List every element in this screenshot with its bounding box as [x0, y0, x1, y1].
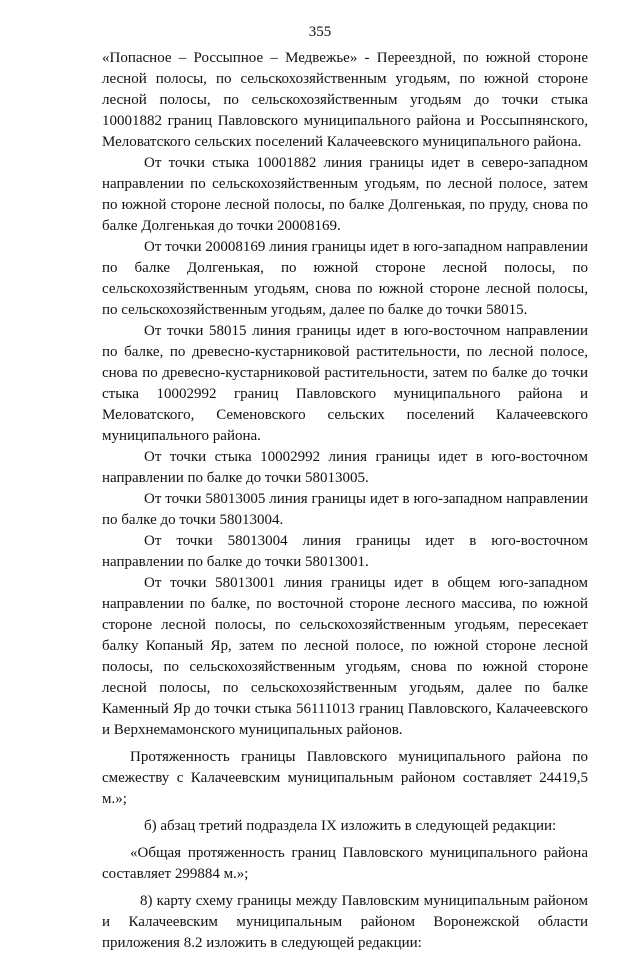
page-number: 355: [308, 24, 332, 40]
paragraph-point-10001882: От точки стыка 10001882 линия границы идет в северо-западном направлении по сельскохозяйственным угодьям, по лесной полосе, затем по южной стороне лесной полосы, по балке Долгенькая, по пруду, снова по балке Долгенькая до точки 20008169.: [102, 155, 588, 234]
paragraph-amendment-8: 8) карту схему границы между Павловским муниципальным районом и Калачеевским муниципальным районом Воронежской области приложения 8.2 изложить в следующей редакции:: [102, 893, 588, 951]
paragraph-point-20008169: От точки 20008169 линия границы идет в юго-западном направлении по балке Долгенькая, по южной стороне лесной полосы, по сельскохозяйственным угодьям, снова по южной стороне лесной полосы, по сельскохозяйственным угодьям, далее по балке до точки 58015.: [102, 239, 588, 318]
paragraph-boundary-start: «Попасное – Россыпное – Медвежье» - Переездной, по южной стороне лесной полосы, по сельскохозяйственным угодьям, по южной стороне лесной полосы, по сельскохозяйственным угодьям до точки стыка 10001882 границ Павловского муниципального района и Россыпнянского, Меловатского сельских поселений Калачеевского муниципального района.: [102, 50, 588, 150]
paragraph-point-58013004: От точки 58013004 линия границы идет в юго-восточном направлении по балке до точки 58013001.: [102, 533, 588, 570]
document-body: [102, 48, 588, 954]
paragraph-point-58013005: От точки 58013005 линия границы идет в юго-западном направлении по балке до точки 58013004.: [102, 491, 588, 528]
paragraph-total-length: «Общая протяженность границ Павловского муниципального района составляет 299884 м.»;: [102, 845, 588, 882]
paragraph-point-58015: От точки 58015 линия границы идет в юго-восточном направлении по балке, по древесно-кустарниковой растительности, по лесной полосе, снова по древесно-кустарниковой растительности, затем по балке до точки стыка 10002992 границ Павловского муниципального района и Меловатского, Семеновского сельских поселений Калачеевского муниципального района.: [102, 323, 588, 444]
paragraph-point-58013001: От точки 58013001 линия границы идет в общем юго-западном направлении по балке, по восточной стороне лесного массива, по южной стороне лесной полосы, по сельскохозяйственным угодьям, пересекает балку Копаный Яр, затем по лесной полосе, по южной стороне лесной полосы, по сельскохозяйственным угодьям, снова по южной стороне лесной полосы, по сельскохозяйственным угодьям, далее по балке Каменный Яр до точки стыка 56111013 границ Павловского, Калачеевского и Верхнемамонского муниципальных районов.: [102, 575, 588, 738]
paragraph-point-10002992: От точки стыка 10002992 линия границы идет в юго-восточном направлении по балке до точки 58013005.: [102, 449, 588, 486]
paragraph-boundary-length: Протяженность границы Павловского муниципального района по смежеству с Калачеевским муниципальным районом составляет 24419,5 м.»;: [102, 749, 588, 807]
paragraph-amendment-b: б) абзац третий подраздела IX изложить в следующей редакции:: [144, 818, 557, 834]
